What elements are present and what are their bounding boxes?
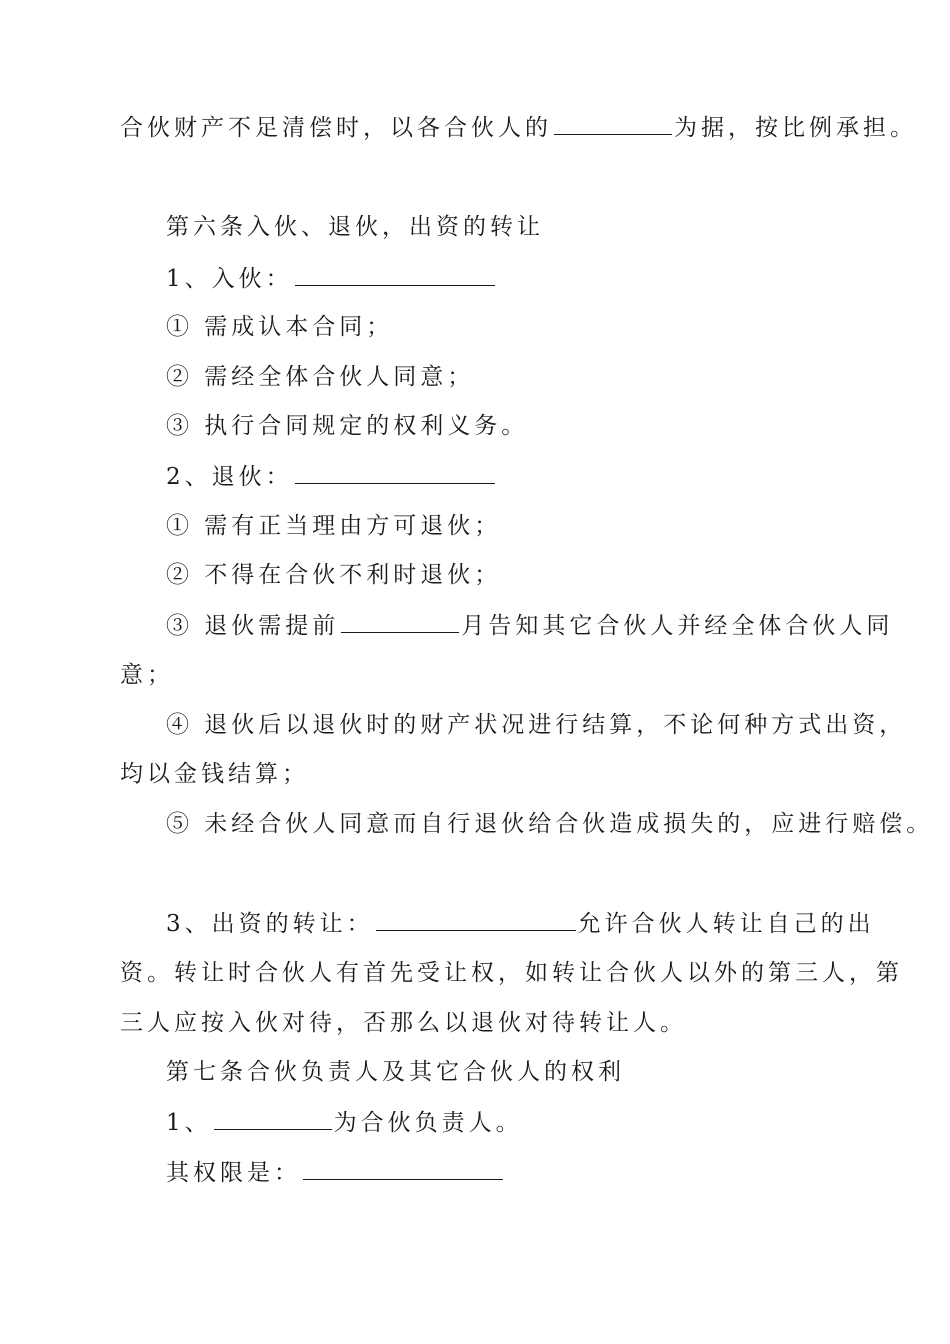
list-item: ③ 退伙需提前 月告知其它合伙人并经全体合伙人同 xyxy=(166,610,893,641)
fill-in-blank[interactable] xyxy=(295,263,495,286)
text-line: 三人应按入伙对待，否那么以退伙对待转让人。 xyxy=(120,1010,687,1036)
text-line: 1、入伙： xyxy=(166,263,497,294)
fill-in-blank[interactable] xyxy=(554,112,672,135)
text-line: 均以金钱结算； xyxy=(120,761,309,787)
list-item: ③ 执行合同规定的权利义务。 xyxy=(166,413,529,439)
fill-in-blank[interactable] xyxy=(303,1157,503,1180)
list-item: ① 需有正当理由方可退伙； xyxy=(166,513,502,539)
list-item: ① 需成认本合同； xyxy=(166,314,394,340)
fill-in-blank[interactable] xyxy=(376,908,576,931)
text-line: 2、退伙： xyxy=(166,461,497,492)
section-heading: 第七条合伙负责人及其它合伙人的权利 xyxy=(166,1059,625,1085)
list-item: ④ 退伙后以退伙时的财产状况进行结算，不论何种方式出资， xyxy=(166,712,907,738)
text-line: 3、出资的转让： 允许合伙人转让自己的出 xyxy=(166,908,875,939)
text-line: 其权限是： xyxy=(166,1157,505,1188)
text-line: 合伙财产不足清偿时，以各合伙人的 为据，按比例承担。 xyxy=(120,112,917,143)
fill-in-blank[interactable] xyxy=(214,1107,332,1130)
text-line: 1、 为合伙负责人。 xyxy=(166,1107,523,1138)
fill-in-blank[interactable] xyxy=(341,610,459,633)
fill-in-blank[interactable] xyxy=(295,461,495,484)
list-item: ⑤ 未经合伙人同意而自行退伙给合伙造成损失的，应进行赔偿。 xyxy=(166,811,934,837)
text-line: 意； xyxy=(120,662,174,688)
list-item: ② 不得在合伙不利时退伙； xyxy=(166,562,502,588)
list-item: ② 需经全体合伙人同意； xyxy=(166,364,475,390)
section-heading: 第六条入伙、退伙，出资的转让 xyxy=(166,214,544,240)
text-line: 资。转让时合伙人有首先受让权，如转让合伙人以外的第三人，第 xyxy=(120,960,903,986)
